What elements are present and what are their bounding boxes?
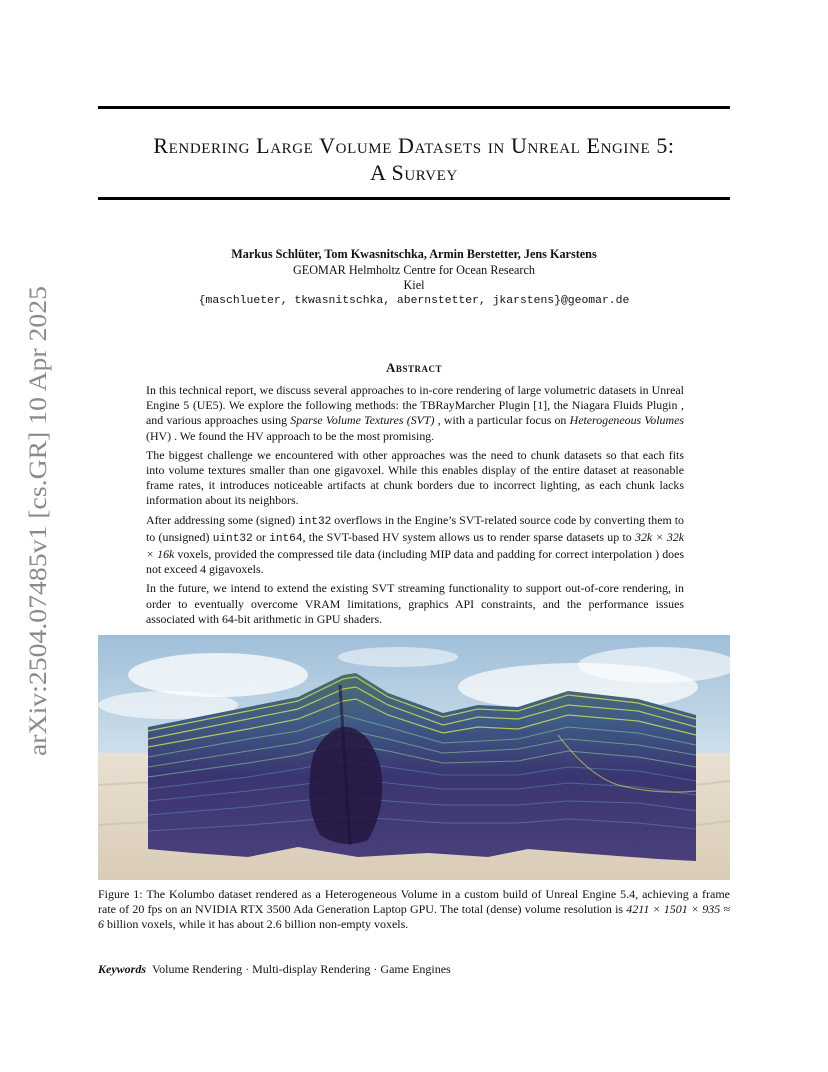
caption-math: 4211 × 1501 × 935 ≈ 6 xyxy=(98,902,731,932)
abstract-p1-text-c: (HV) . We found the HV approach to be the most promising. xyxy=(146,428,435,443)
abstract-p3-text-d: , the SVT-based HV system allows us to render sparse datasets up to xyxy=(302,529,636,544)
paper-title xyxy=(98,132,730,186)
author-email: {maschlueter, tkwasnitschka, abernstetter, jkarstens}@geomar.de xyxy=(198,294,630,307)
abstract-p3-text-c: or xyxy=(252,529,270,544)
abstract-paragraph-2: The biggest challenge we encountered with other approaches was the need to chunk datasets so that each fits into volume textures smaller than one gigavoxel. While this enables display of the entire dataset at reasonable frame rates, it introduces noticeable artifacts at chunk borders due to incorrect lighting, as each chunk lacks information about its neighbors. xyxy=(146,447,684,508)
abstract-p3-text-e: voxels, provided the compressed tile data (including MIP data and padding for correct interpolation ) does not exceed 4 gigavoxels. xyxy=(146,547,684,577)
abstract-paragraph-3 xyxy=(146,513,684,578)
abstract-p1-text-b: , with a particular focus on xyxy=(434,413,570,428)
abstract-paragraph-1 xyxy=(146,383,684,444)
abstract-svt-term: Sparse Volume Textures (SVT) xyxy=(290,413,435,428)
abstract-paragraph-4: In the future, we intend to extend the existing SVT streaming functionality to support out-of-core rendering, in order to eventually overcome VRAM limitations, graphics API constraints, and the performance issues associated with 64-bit arithmetic in GPU shaders. xyxy=(146,581,684,626)
figure-1-image xyxy=(98,635,730,880)
author-names: Markus Schlüter, Tom Kwasnitschka, Armin Berstetter, Jens Karstens xyxy=(231,247,597,261)
keywords-items: Volume Rendering · Multi-display Rendering · Game Engines xyxy=(152,962,451,976)
author-city: Kiel xyxy=(403,278,425,292)
code-int32: int32 xyxy=(297,515,332,528)
abstract-p1-text-a: In this technical report, we discuss several approaches to in-core rendering of large volumetric datasets in Unreal Engine 5 (UE5). We explore the following methods: the TBRayMarcher Plugin [1], the Niagara Fluids Plugin , and various approaches using xyxy=(146,383,684,428)
abstract-p3-text-a: After addressing some (signed) xyxy=(146,512,298,527)
abstract-heading: Abstract xyxy=(386,360,442,375)
caption-text-a: Figure 1: The Kolumbo dataset rendered as a Heterogeneous Volume in a custom build of Unreal Engine 5.4, achieving a frame rate of 20 fps on an NVIDIA RTX 3500 Ada Generation Laptop GPU. The total (dense) volume resolution is xyxy=(98,887,730,917)
author-block xyxy=(98,247,730,309)
keywords-label: Keywords xyxy=(98,962,146,976)
keywords-line xyxy=(98,962,730,977)
title-line-2: A Survey xyxy=(370,160,458,185)
title-line-1: Rendering Large Volume Datasets in Unreal Engine 5: xyxy=(153,133,675,158)
title-bottom-rule xyxy=(98,197,730,200)
code-uint32: uint32 xyxy=(212,532,253,545)
top-rule xyxy=(98,106,730,109)
arxiv-stamp xyxy=(22,286,52,756)
abstract-hv-term: Heterogeneous Volumes xyxy=(569,413,684,428)
author-affiliation: GEOMAR Helmholtz Centre for Ocean Research xyxy=(293,262,535,277)
abstract-p3-text-b: overflows in the Engine’s SVT-related source code by converting them to to (unsigned) xyxy=(146,512,684,544)
caption-text-b: billion voxels, while it has about 2.6 billion non-empty voxels. xyxy=(104,917,409,932)
code-int64: int64 xyxy=(269,532,303,545)
math-dimensions: 32k × 32k × 16k xyxy=(146,529,684,562)
arxiv-stamp-text: arXiv:2504.07485v1 [cs.GR] 10 Apr 2025 xyxy=(25,332,52,756)
abstract-body xyxy=(146,383,684,631)
figure-caption xyxy=(98,887,730,933)
